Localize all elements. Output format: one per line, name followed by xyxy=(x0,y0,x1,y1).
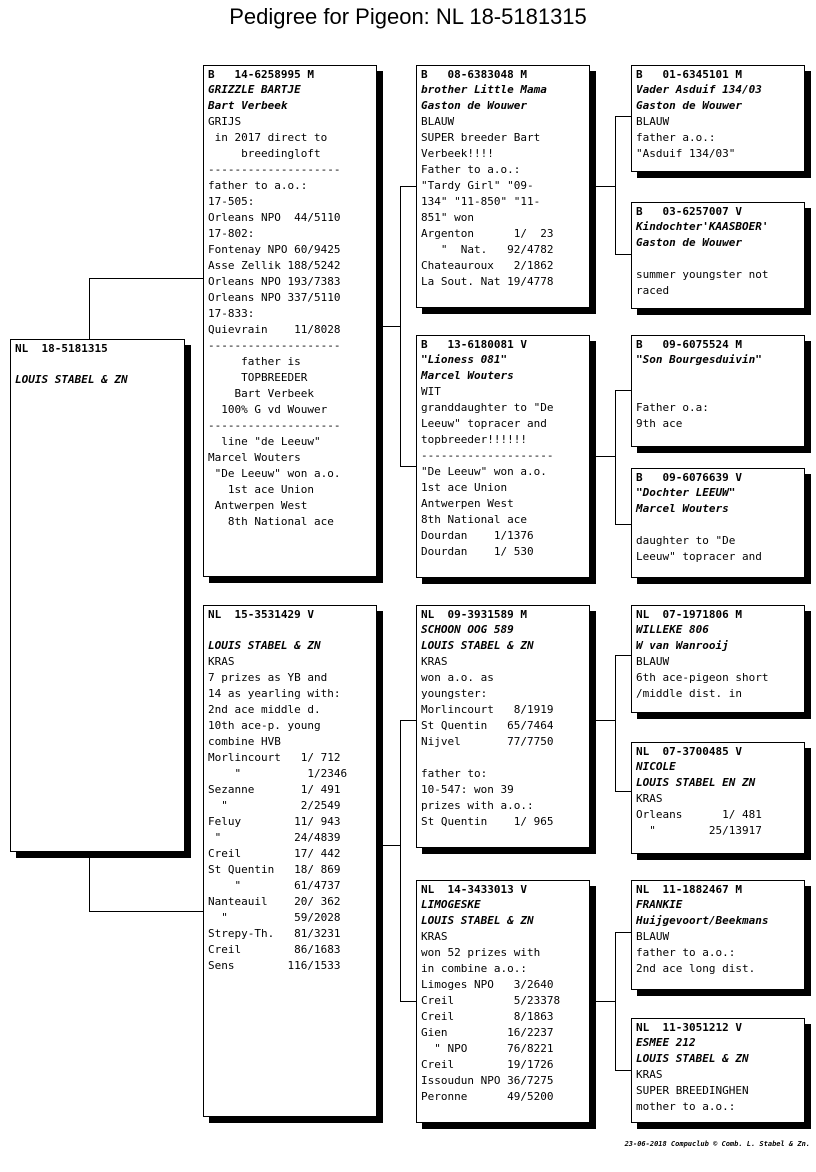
pedigree-line: Morlincourt 1/ 712 xyxy=(208,751,341,764)
pedigree-line: Antwerpen West xyxy=(208,499,308,512)
pedigree-line: FRANKIE xyxy=(636,898,683,911)
ring-number: B 03-6257007 V xyxy=(636,205,742,218)
pedigree-line: youngster: xyxy=(421,687,488,700)
ring-number: NL 11-3051212 V xyxy=(636,1021,742,1034)
connector xyxy=(89,278,204,279)
pedigree-line: won 52 prizes with xyxy=(421,946,541,959)
pedigree-line: Marcel Wouters xyxy=(421,369,514,382)
connector xyxy=(615,655,616,792)
pedigree-line: 8th National ace xyxy=(421,513,527,526)
pedigree-line: -------------------- xyxy=(421,449,554,462)
dsd-card xyxy=(631,742,805,854)
connector xyxy=(589,1001,615,1002)
ring-number: NL 07-1971806 M xyxy=(636,608,742,621)
connector xyxy=(615,1070,632,1071)
pedigree-line: KRAS xyxy=(636,1068,663,1081)
pedigree-line: Marcel Wouters xyxy=(208,451,301,464)
ring-number: NL 07-3700485 V xyxy=(636,745,742,758)
pedigree-line: St Quentin 18/ 869 xyxy=(208,863,341,876)
ring-number: B 13-6180081 V xyxy=(421,338,527,351)
pedigree-line: 1st ace Union xyxy=(208,483,314,496)
pedigree-line: GRIZZLE BARTJE xyxy=(208,83,301,96)
pedigree-line: Vader Asduif 134/03 xyxy=(636,83,762,96)
pedigree-line: 134" "11-850" "11- xyxy=(421,195,541,208)
pedigree-line: 9th ace xyxy=(636,417,683,430)
pedigree-line: Limoges NPO 3/2640 xyxy=(421,978,554,991)
pedigree-line: /middle dist. in xyxy=(636,687,742,700)
pedigree-line: -------------------- xyxy=(208,419,341,432)
subject-card xyxy=(10,339,185,852)
pedigree-line: Bart Verbeek xyxy=(208,99,288,112)
pedigree-line: Nanteauil 20/ 362 xyxy=(208,895,341,908)
pedigree-line: W van Wanrooij xyxy=(636,639,729,652)
pedigree-line: 10-547: won 39 xyxy=(421,783,514,796)
connector xyxy=(376,326,400,327)
pedigree-line: "Dochter LEEUW" xyxy=(636,486,736,499)
pedigree-line: Chateauroux 2/1862 xyxy=(421,259,554,272)
pedigree-line: LOUIS STABEL & ZN xyxy=(421,639,534,652)
pedigree-line: won a.o. as xyxy=(421,671,494,684)
pedigree-line: SUPER breeder Bart xyxy=(421,131,541,144)
pedigree-line: WIT xyxy=(421,385,441,398)
ring-number: B 14-6258995 M xyxy=(208,68,314,81)
footer-credit: 23-06-2018 Compuclub © Comb. L. Stabel & Zn. xyxy=(624,1140,810,1148)
pedigree-line: combine HVB xyxy=(208,735,281,748)
connector xyxy=(400,720,417,721)
pedigree-line: in 2017 direct to xyxy=(208,131,328,144)
connector xyxy=(589,186,615,187)
ring-number: B 09-6075524 M xyxy=(636,338,742,351)
pedigree-line: Orleans NPO 193/7383 xyxy=(208,275,341,288)
pedigree-line: Orleans NPO 337/5110 xyxy=(208,291,341,304)
pedigree-line: Father o.a: xyxy=(636,401,709,414)
pedigree-line: " 24/4839 xyxy=(208,831,341,844)
connector xyxy=(89,911,204,912)
pedigree-line: father to a.o.: xyxy=(208,179,308,192)
pedigree-line: father to a.o.: xyxy=(636,946,736,959)
connector xyxy=(615,116,616,255)
pedigree-line: -------------------- xyxy=(208,163,341,176)
pedigree-line: Morlincourt 8/1919 xyxy=(421,703,554,716)
pedigree-line: 100% G vd Wouwer xyxy=(208,403,328,416)
pedigree-line: 17-833: xyxy=(208,307,255,320)
pedigree-line: "Asduif 134/03" xyxy=(636,147,736,160)
pedigree-line: 17-802: xyxy=(208,227,255,240)
page-title: Pedigree for Pigeon: NL 18-5181315 xyxy=(229,4,587,29)
pedigree-line: 2nd ace middle d. xyxy=(208,703,321,716)
pedigree-line: LIMOGESKE xyxy=(421,898,481,911)
connector xyxy=(615,791,632,792)
ring-number: B 08-6383048 M xyxy=(421,68,527,81)
pedigree-line: 1st ace Union xyxy=(421,481,508,494)
connector xyxy=(615,524,632,525)
pedigree-line: 14 as yearling with: xyxy=(208,687,341,700)
pedigree-line xyxy=(636,368,800,384)
pedigree-line: Creil 86/1683 xyxy=(208,943,341,956)
pedigree-line xyxy=(421,750,585,766)
pedigree-line: " 61/4737 xyxy=(208,879,341,892)
pedigree-line: raced xyxy=(636,284,670,297)
pedigree-line: 2nd ace long dist. xyxy=(636,962,756,975)
sire-card xyxy=(203,65,377,577)
pedigree-line: Peronne 49/5200 xyxy=(421,1090,554,1103)
dds-card xyxy=(631,880,805,990)
pedigree-line: breedingloft xyxy=(208,147,321,160)
pedigree-line: KRAS xyxy=(208,655,235,668)
pedigree-line: Asse Zellik 188/5242 xyxy=(208,259,341,272)
ring-number: NL 14-3433013 V xyxy=(421,883,527,896)
pedigree-line: KRAS xyxy=(421,930,448,943)
pedigree-line: St Quentin 65/7464 xyxy=(421,719,554,732)
ring-number: NL 15-3531429 V xyxy=(208,608,314,621)
pedigree-line: Gaston de Wouwer xyxy=(636,236,742,249)
pedigree-line: Leeuw" topracer and xyxy=(636,550,762,563)
pedigree-line: LOUIS STABEL EN ZN xyxy=(636,776,756,789)
dam-dam-card xyxy=(416,880,590,1123)
pedigree-line: Feluy 11/ 943 xyxy=(208,815,341,828)
pedigree-line xyxy=(636,251,800,267)
connector xyxy=(376,845,400,846)
pedigree-line: daughter to "De xyxy=(636,534,736,547)
sire-dam-card xyxy=(416,335,590,578)
pedigree-line: Bart Verbeek xyxy=(208,387,314,400)
pedigree-line: in combine a.o.: xyxy=(421,962,527,975)
sdd-card xyxy=(631,468,805,578)
ssd-card xyxy=(631,202,805,309)
pedigree-line: -------------------- xyxy=(208,339,341,352)
pedigree-line: Gaston de Wouwer xyxy=(636,99,742,112)
pedigree-line: "Tardy Girl" "09- xyxy=(421,179,534,192)
pedigree-line: Kindochter'KAASBOER' xyxy=(636,220,769,233)
ring-number: NL 18-5181315 xyxy=(15,342,108,355)
pedigree-line: "De Leeuw" won a.o. xyxy=(421,465,547,478)
pedigree-line: BLAUW xyxy=(636,930,670,943)
pedigree-line: LOUIS STABEL & ZN xyxy=(208,639,321,652)
pedigree-line: Marcel Wouters xyxy=(636,502,729,515)
sire-sire-card xyxy=(416,65,590,308)
pedigree-line: Verbeek!!!! xyxy=(421,147,494,160)
connector xyxy=(615,655,632,656)
pedigree-line: line "de Leeuw" xyxy=(208,435,321,448)
pedigree-line xyxy=(15,356,180,372)
pedigree-line xyxy=(636,517,800,533)
pedigree-line: topbreeder!!!!!! xyxy=(421,433,527,446)
connector xyxy=(589,456,615,457)
pedigree-line: Sens 116/1533 xyxy=(208,959,341,972)
pedigree-line: "Lioness 081" xyxy=(421,353,508,366)
pedigree-line: Creil 19/1726 xyxy=(421,1058,554,1071)
connector xyxy=(615,254,632,255)
ring-number: NL 09-3931589 M xyxy=(421,608,527,621)
pedigree-line: Orleans 1/ 481 xyxy=(636,808,762,821)
pedigree-line: Dourdan 1/1376 xyxy=(421,529,534,542)
connector xyxy=(89,852,90,912)
pedigree-line: prizes with a.o.: xyxy=(421,799,534,812)
pedigree-line: " 1/2346 xyxy=(208,767,348,780)
pedigree-line: LOUIS STABEL & ZN xyxy=(421,914,534,927)
pedigree-line: " 59/2028 xyxy=(208,911,341,924)
pedigree-line: father a.o.: xyxy=(636,131,716,144)
pedigree-line: 17-505: xyxy=(208,195,255,208)
pedigree-line: SCHOON OOG 589 xyxy=(421,623,514,636)
pedigree-line: father is xyxy=(208,355,301,368)
dam-card xyxy=(203,605,377,1117)
pedigree-line: Issoudun NPO 36/7275 xyxy=(421,1074,554,1087)
pedigree-line: TOPBREEDER xyxy=(208,371,308,384)
pedigree-line: Nijvel 77/7750 xyxy=(421,735,554,748)
sds-card xyxy=(631,335,805,447)
pedigree-line: Creil 5/23378 xyxy=(421,994,561,1007)
pedigree-line: " 25/13917 xyxy=(636,824,762,837)
pedigree-line: WILLEKE 806 xyxy=(636,623,709,636)
connector xyxy=(400,466,417,467)
connector xyxy=(89,278,90,340)
connector xyxy=(400,720,401,1002)
pedigree-line: GRIJS xyxy=(208,115,242,128)
dam-sire-card xyxy=(416,605,590,848)
connector xyxy=(400,186,417,187)
connector xyxy=(615,932,632,933)
pedigree-line: Gien 16/2237 xyxy=(421,1026,554,1039)
pedigree-line: Strepy-Th. 81/3231 xyxy=(208,927,341,940)
pedigree-line: brother Little Mama xyxy=(421,83,547,96)
ring-number: B 09-6076639 V xyxy=(636,471,742,484)
pedigree-line: "De Leeuw" won a.o. xyxy=(208,467,341,480)
pedigree-line: " 2/2549 xyxy=(208,799,341,812)
pedigree-line: Sezanne 1/ 491 xyxy=(208,783,341,796)
pedigree-line: BLAUW xyxy=(636,655,670,668)
sss-card xyxy=(631,65,805,172)
pedigree-line: St Quentin 1/ 965 xyxy=(421,815,554,828)
pedigree-line: ESMEE 212 xyxy=(636,1036,696,1049)
connector xyxy=(615,932,616,1071)
pedigree-line: 7 prizes as YB and xyxy=(208,671,328,684)
pedigree-line: father to: xyxy=(421,767,488,780)
pedigree-line: KRAS xyxy=(636,792,663,805)
pedigree-line: Creil 17/ 442 xyxy=(208,847,341,860)
pedigree-line: LOUIS STABEL & ZN xyxy=(15,373,128,386)
pedigree-line: Antwerpen West xyxy=(421,497,514,510)
connector xyxy=(400,186,401,467)
pedigree-line: SUPER BREEDINGHEN xyxy=(636,1084,749,1097)
pedigree-line xyxy=(636,384,800,400)
ring-number: NL 11-1882467 M xyxy=(636,883,742,896)
pedigree-line: Creil 8/1863 xyxy=(421,1010,554,1023)
pedigree-line: "Son Bourgesduivin" xyxy=(636,353,762,366)
pedigree-line: Dourdan 1/ 530 xyxy=(421,545,534,558)
pedigree-line: 8th National ace xyxy=(208,515,334,528)
pedigree-line: Father to a.o.: xyxy=(421,163,521,176)
pedigree-line: NICOLE xyxy=(636,760,676,773)
pedigree-line: " Nat. 92/4782 xyxy=(421,243,554,256)
pedigree-line: Leeuw" topracer and xyxy=(421,417,547,430)
pedigree-line: 10th ace-p. young xyxy=(208,719,321,732)
pedigree-line: " NPO 76/8221 xyxy=(421,1042,554,1055)
pedigree-line xyxy=(208,622,372,638)
pedigree-line: Fontenay NPO 60/9425 xyxy=(208,243,341,256)
dss-card xyxy=(631,605,805,713)
connector xyxy=(615,390,616,525)
ddd-card xyxy=(631,1018,805,1123)
pedigree-line: Argenton 1/ 23 xyxy=(421,227,554,240)
pedigree-line: Quievrain 11/8028 xyxy=(208,323,341,336)
pedigree-line: BLAUW xyxy=(636,115,670,128)
connector xyxy=(589,720,615,721)
pedigree-line: granddaughter to "De xyxy=(421,401,554,414)
connector xyxy=(400,1001,417,1002)
pedigree-line: Huijgevoort/Beekmans xyxy=(636,914,769,927)
pedigree-line: LOUIS STABEL & ZN xyxy=(636,1052,749,1065)
connector xyxy=(615,116,632,117)
pedigree-line: La Sout. Nat 19/4778 xyxy=(421,275,554,288)
pedigree-line: mother to a.o.: xyxy=(636,1100,736,1113)
pedigree-line: Orleans NPO 44/5110 xyxy=(208,211,341,224)
pedigree-line: 6th ace-pigeon short xyxy=(636,671,769,684)
pedigree-line: summer youngster not xyxy=(636,268,769,281)
connector xyxy=(615,390,632,391)
pedigree-line: BLAUW xyxy=(421,115,455,128)
pedigree-line: 851" won xyxy=(421,211,474,224)
pedigree-line: KRAS xyxy=(421,655,448,668)
pedigree-line: Gaston de Wouwer xyxy=(421,99,527,112)
ring-number: B 01-6345101 M xyxy=(636,68,742,81)
